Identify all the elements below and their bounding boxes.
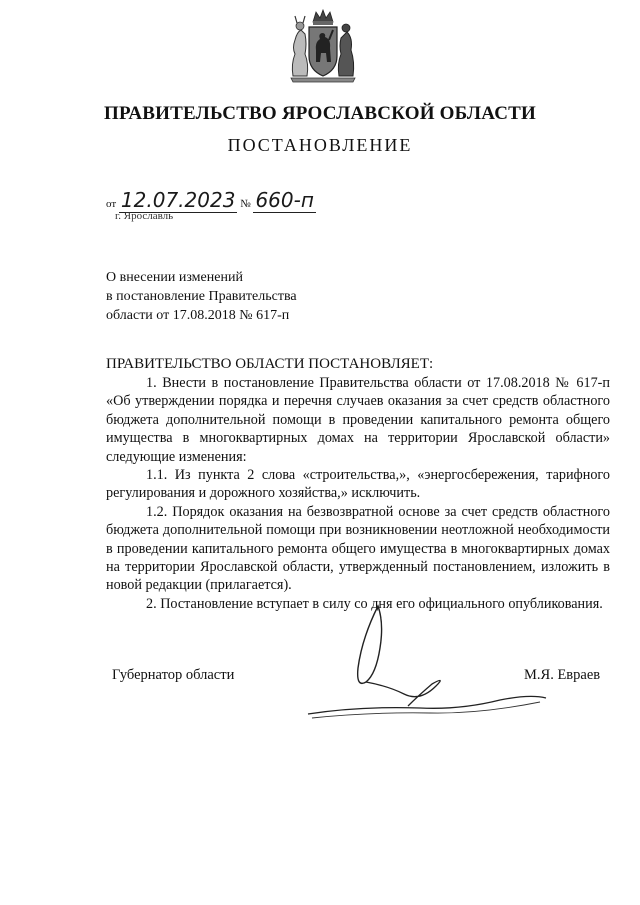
organization-title: ПРАВИТЕЛЬСТВО ЯРОСЛАВСКОЙ ОБЛАСТИ (104, 103, 536, 124)
signatory-position: Губернатор области (112, 667, 235, 683)
document-subject (106, 268, 297, 325)
registration-date: 12.07.2023 (120, 188, 236, 212)
number-prefix: № (240, 198, 251, 210)
registration-number: 660-п (255, 188, 314, 212)
decree-heading: ПРАВИТЕЛЬСТВО ОБЛАСТИ ПОСТАНОВЛЯЕТ: (106, 356, 434, 372)
coat-of-arms-icon (283, 6, 363, 86)
city-label: г. Ярославль (115, 210, 174, 222)
paragraph: 2. Постановление вступает в силу со дня его официального опубликования. (146, 595, 603, 612)
subject-line: в постановление Правительства (106, 289, 297, 304)
document-type: ПОСТАНОВЛЕНИЕ (227, 135, 413, 155)
date-prefix: от (106, 198, 117, 210)
paragraph: 1.2. Порядок оказания на безвозвратной основе за счет средств областного бюджета дополнительной помощи при возникновении неотложной необходимости в проведении капитального ремонта общего имущества в многоквартирных домах на территории Ярославской области, утвержденный постановлением, изложить в новой редакции (прилагается). (106, 503, 610, 594)
paragraph: 1.1. Из пункта 2 слова «строительства,», «энергосбережения, тарифного регулирования и дорожного хозяйства,» исключить. (106, 467, 610, 502)
registration-line (106, 188, 316, 212)
subject-line: О внесении изменений (106, 270, 243, 285)
handwritten-signature-icon (300, 598, 550, 728)
paragraph: 1. Внести в постановление Правительства области от 17.08.2018 № 617-п «Об утверждении порядка и перечня случаев оказания за счет средств областного бюджета дополнительной помощи в проведении капитального ремонта общего имущества в многоквартирных домах на территории Ярославской области» следующие изменения: (106, 375, 610, 465)
decree-body (106, 374, 610, 613)
subject-line: области от 17.08.2018 № 617-п (106, 308, 290, 323)
signatory-name: М.Я. Евраев (524, 667, 601, 683)
